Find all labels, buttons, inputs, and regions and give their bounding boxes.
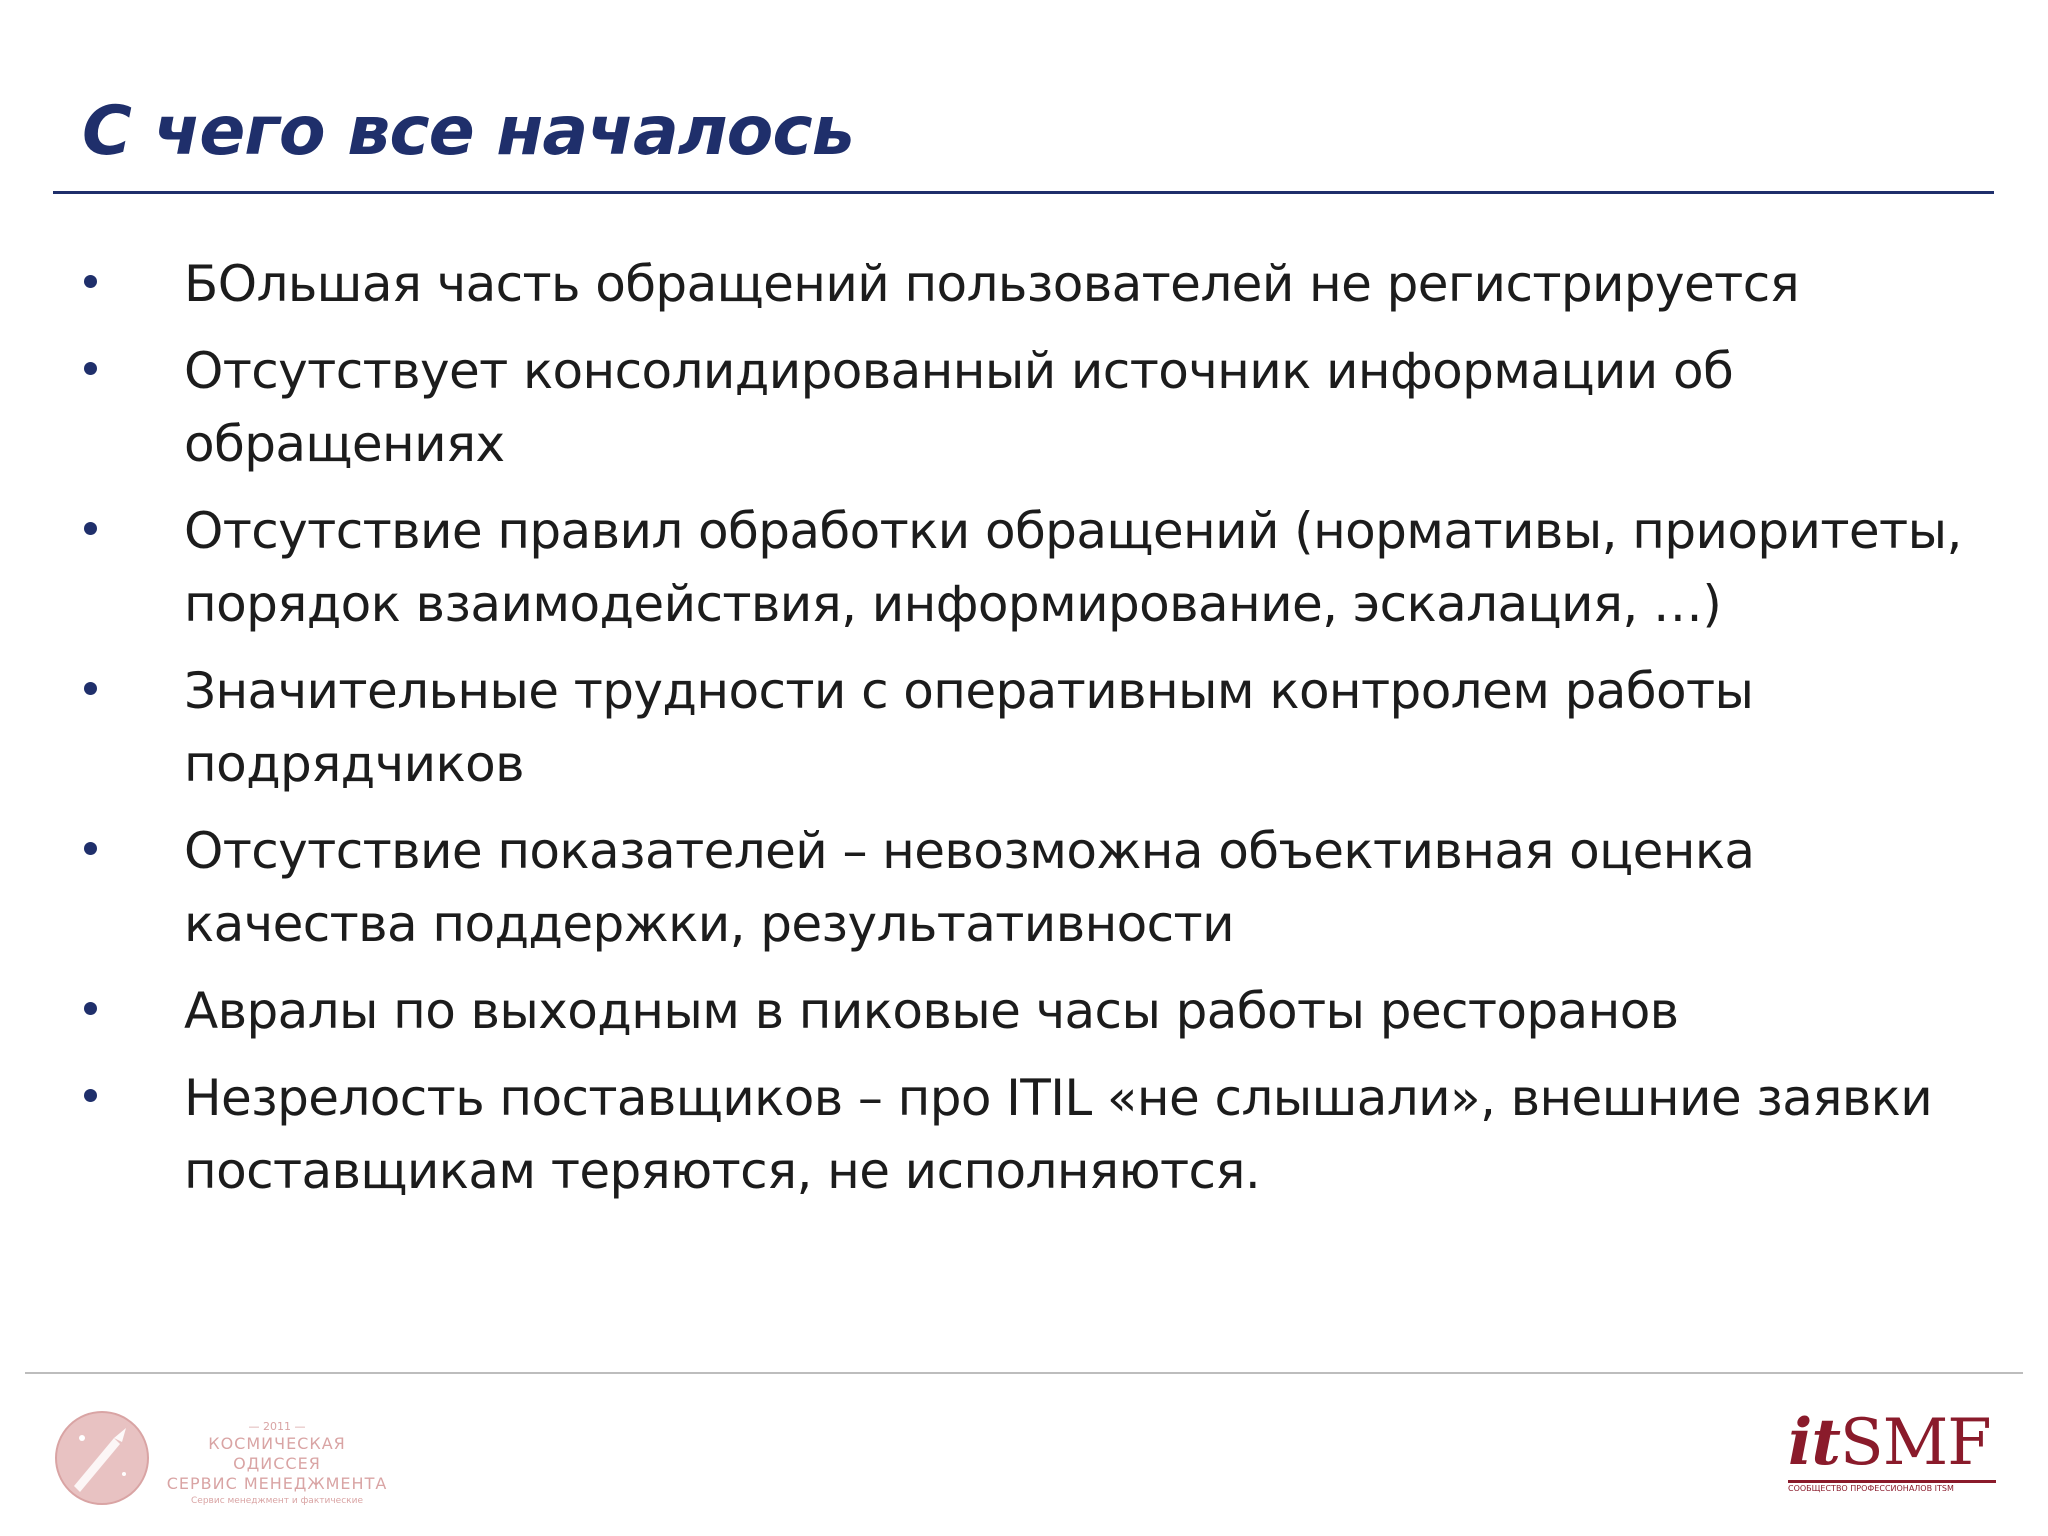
conference-name-line1: КОСМИЧЕСКАЯ ОДИССЕЯ	[208, 1434, 346, 1473]
list-item	[0, 975, 2048, 1048]
bullet-icon	[84, 682, 97, 695]
bullet-icon	[84, 362, 97, 375]
list-item	[0, 815, 2048, 961]
conference-logo-text	[162, 1420, 392, 1508]
conference-tagline: Сервис менеджмент и фактические	[191, 1496, 363, 1506]
bullet-icon	[84, 275, 97, 288]
list-item	[0, 495, 2048, 641]
list-item	[0, 335, 2048, 481]
bullet-text: Авралы по выходным в пиковые часы работы ресторанов	[184, 982, 1679, 1040]
bullet-text: БОльшая часть обращений пользователей не регистрируется	[184, 255, 1800, 313]
title-underline	[53, 191, 1994, 194]
itsmf-it: it	[1788, 1405, 1840, 1480]
list-item	[0, 248, 2048, 321]
itsmf-logo	[1788, 1405, 2008, 1500]
bullet-text: Незрелость поставщиков – про ITIL «не слышали», внешние заявки поставщикам теряются, не исполняются.	[184, 1069, 1933, 1200]
bullet-text: Отсутствует консолидированный источник информации об обращениях	[184, 342, 1734, 473]
conference-name-line2: СЕРВИС МЕНЕДЖМЕНТА	[166, 1474, 388, 1493]
list-item	[0, 1062, 2048, 1208]
planet-rocket-icon	[52, 1408, 152, 1508]
slide-title: С чего все началось	[82, 92, 854, 171]
bullet-text: Значительные трудности с оперативным контролем работы подрядчиков	[184, 662, 1754, 793]
bullet-icon	[84, 1002, 97, 1015]
itsmf-subtitle: СООБЩЕСТВО ПРОФЕССИОНАЛОВ ITSM	[1788, 1484, 1954, 1493]
bullet-icon	[84, 522, 97, 535]
bullet-list	[0, 248, 2048, 1222]
bullet-icon	[84, 1089, 97, 1102]
itsmf-smf: SMF	[1839, 1406, 1991, 1480]
bullet-text: Отсутствие правил обработки обращений (нормативы, приоритеты, порядок взаимодействия, информирование, эскалация, …)	[184, 502, 1962, 633]
conference-logo	[52, 1402, 392, 1512]
bullet-text: Отсутствие показателей – невозможна объективная оценка качества поддержки, результативности	[184, 822, 1755, 953]
conference-year: — 2011 —	[248, 1420, 306, 1433]
footer-divider	[25, 1372, 2023, 1374]
list-item	[0, 655, 2048, 801]
itsmf-wordmark	[1788, 1405, 2008, 1480]
bullet-icon	[84, 842, 97, 855]
